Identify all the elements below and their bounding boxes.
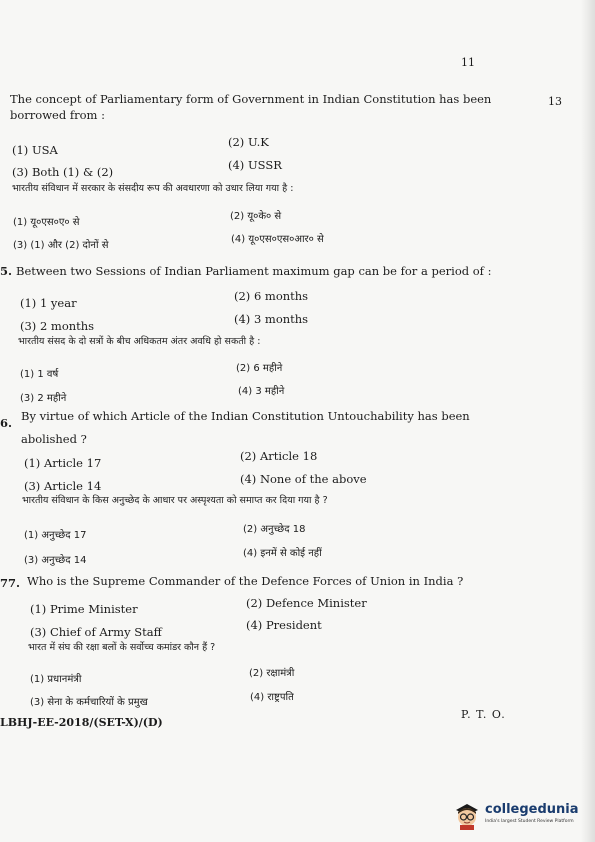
option-hi: (1) अनुच्छेद 17 [24, 530, 87, 541]
question-number: 5. [0, 264, 13, 278]
logo-tagline: India's largest Student Review Platform [485, 819, 574, 824]
option-en: (1) Article 17 [24, 456, 102, 470]
question-text-en [10, 91, 491, 123]
option-hi: (4) इनमें से कोई नहीं [243, 548, 322, 559]
option-hi: (1) यू०एस०ए० से [13, 217, 80, 228]
question-text-hi: भारतीय संसद के दो सत्रों के बीच अधिकतम अंतर अवधि हो सकती है : [18, 336, 261, 347]
question-text-en: By virtue of which Article of the Indian Constitution Untouchability has been [21, 409, 470, 423]
question-number: 77. [0, 576, 21, 590]
option-hi: (3) 2 महीने [20, 393, 67, 404]
option-hi: (2) रक्षामंत्री [249, 668, 295, 679]
watermark-logo [452, 798, 592, 832]
pto-label: P. T. O. [461, 708, 506, 721]
option-hi: (2) अनुच्छेद 18 [243, 524, 306, 535]
question-text-hi: भारतीय संविधान में सरकार के संसदीय रूप की अवधारणा को उधार लिया गया है : [12, 183, 294, 194]
question-text-en: Between two Sessions of Indian Parliament maximum gap can be for a period of : [16, 264, 492, 278]
option-en: (3) Article 14 [24, 479, 102, 493]
option-hi: (1) प्रधानमंत्री [30, 674, 82, 685]
option-en: (1) 1 year [20, 296, 77, 310]
option-en: (4) None of the above [240, 472, 367, 486]
option-hi: (3) सेना के कर्मचारियों के प्रमुख [30, 697, 148, 708]
option-hi: (1) 1 वर्ष [20, 369, 59, 380]
question-number: 6. [0, 416, 13, 430]
option-en: (2) 6 months [234, 289, 309, 303]
paper-code: LBHJ-EE-2018/(SET-X)/(D) [0, 716, 163, 729]
option-hi: (4) 3 महीने [238, 386, 285, 397]
option-en: (1) USA [12, 143, 58, 157]
side-number: 13 [548, 95, 562, 108]
option-en: (3) Both (1) & (2) [12, 165, 114, 179]
question-text-hi: भारतीय संविधान के किस अनुच्छेद के आधार पर अस्पृश्यता को समाप्त कर दिया गया है ? [22, 495, 328, 506]
page-number: 11 [461, 56, 475, 69]
option-hi: (3) अनुच्छेद 14 [24, 555, 87, 566]
option-hi: (4) यू०एस०एस०आर० से [231, 234, 324, 245]
question-text-en: Who is the Supreme Commander of the Defence Forces of Union in India ? [27, 574, 464, 588]
question-line: The concept of Parliamentary form of Government in Indian Constitution has been [10, 92, 492, 106]
option-en: (2) Article 18 [240, 449, 318, 463]
option-en: (3) 2 months [20, 319, 95, 333]
option-en: (2) Defence Minister [246, 596, 367, 610]
student-face-icon [452, 800, 482, 830]
option-hi: (2) 6 महीने [236, 363, 283, 374]
question-line: borrowed from : [10, 108, 105, 122]
logo-name: collegedunia [485, 802, 579, 817]
option-hi: (3) (1) और (2) दोनों से [13, 240, 109, 251]
option-en: (3) Chief of Army Staff [30, 625, 162, 639]
question-text-hi: भारत में संघ की रक्षा बलों के सर्वोच्च कमांडर कौन हैं ? [28, 642, 216, 653]
option-en: (4) 3 months [234, 312, 309, 326]
option-en: (4) USSR [228, 158, 282, 172]
option-en: (2) U.K [228, 135, 269, 149]
page-edge-shadow [581, 0, 595, 842]
option-hi: (2) यू०के० से [230, 211, 282, 222]
option-hi: (4) राष्ट्रपति [250, 692, 294, 703]
option-en: (1) Prime Minister [30, 602, 138, 616]
option-en: (4) President [246, 618, 322, 632]
question-text-en: abolished ? [21, 432, 87, 446]
